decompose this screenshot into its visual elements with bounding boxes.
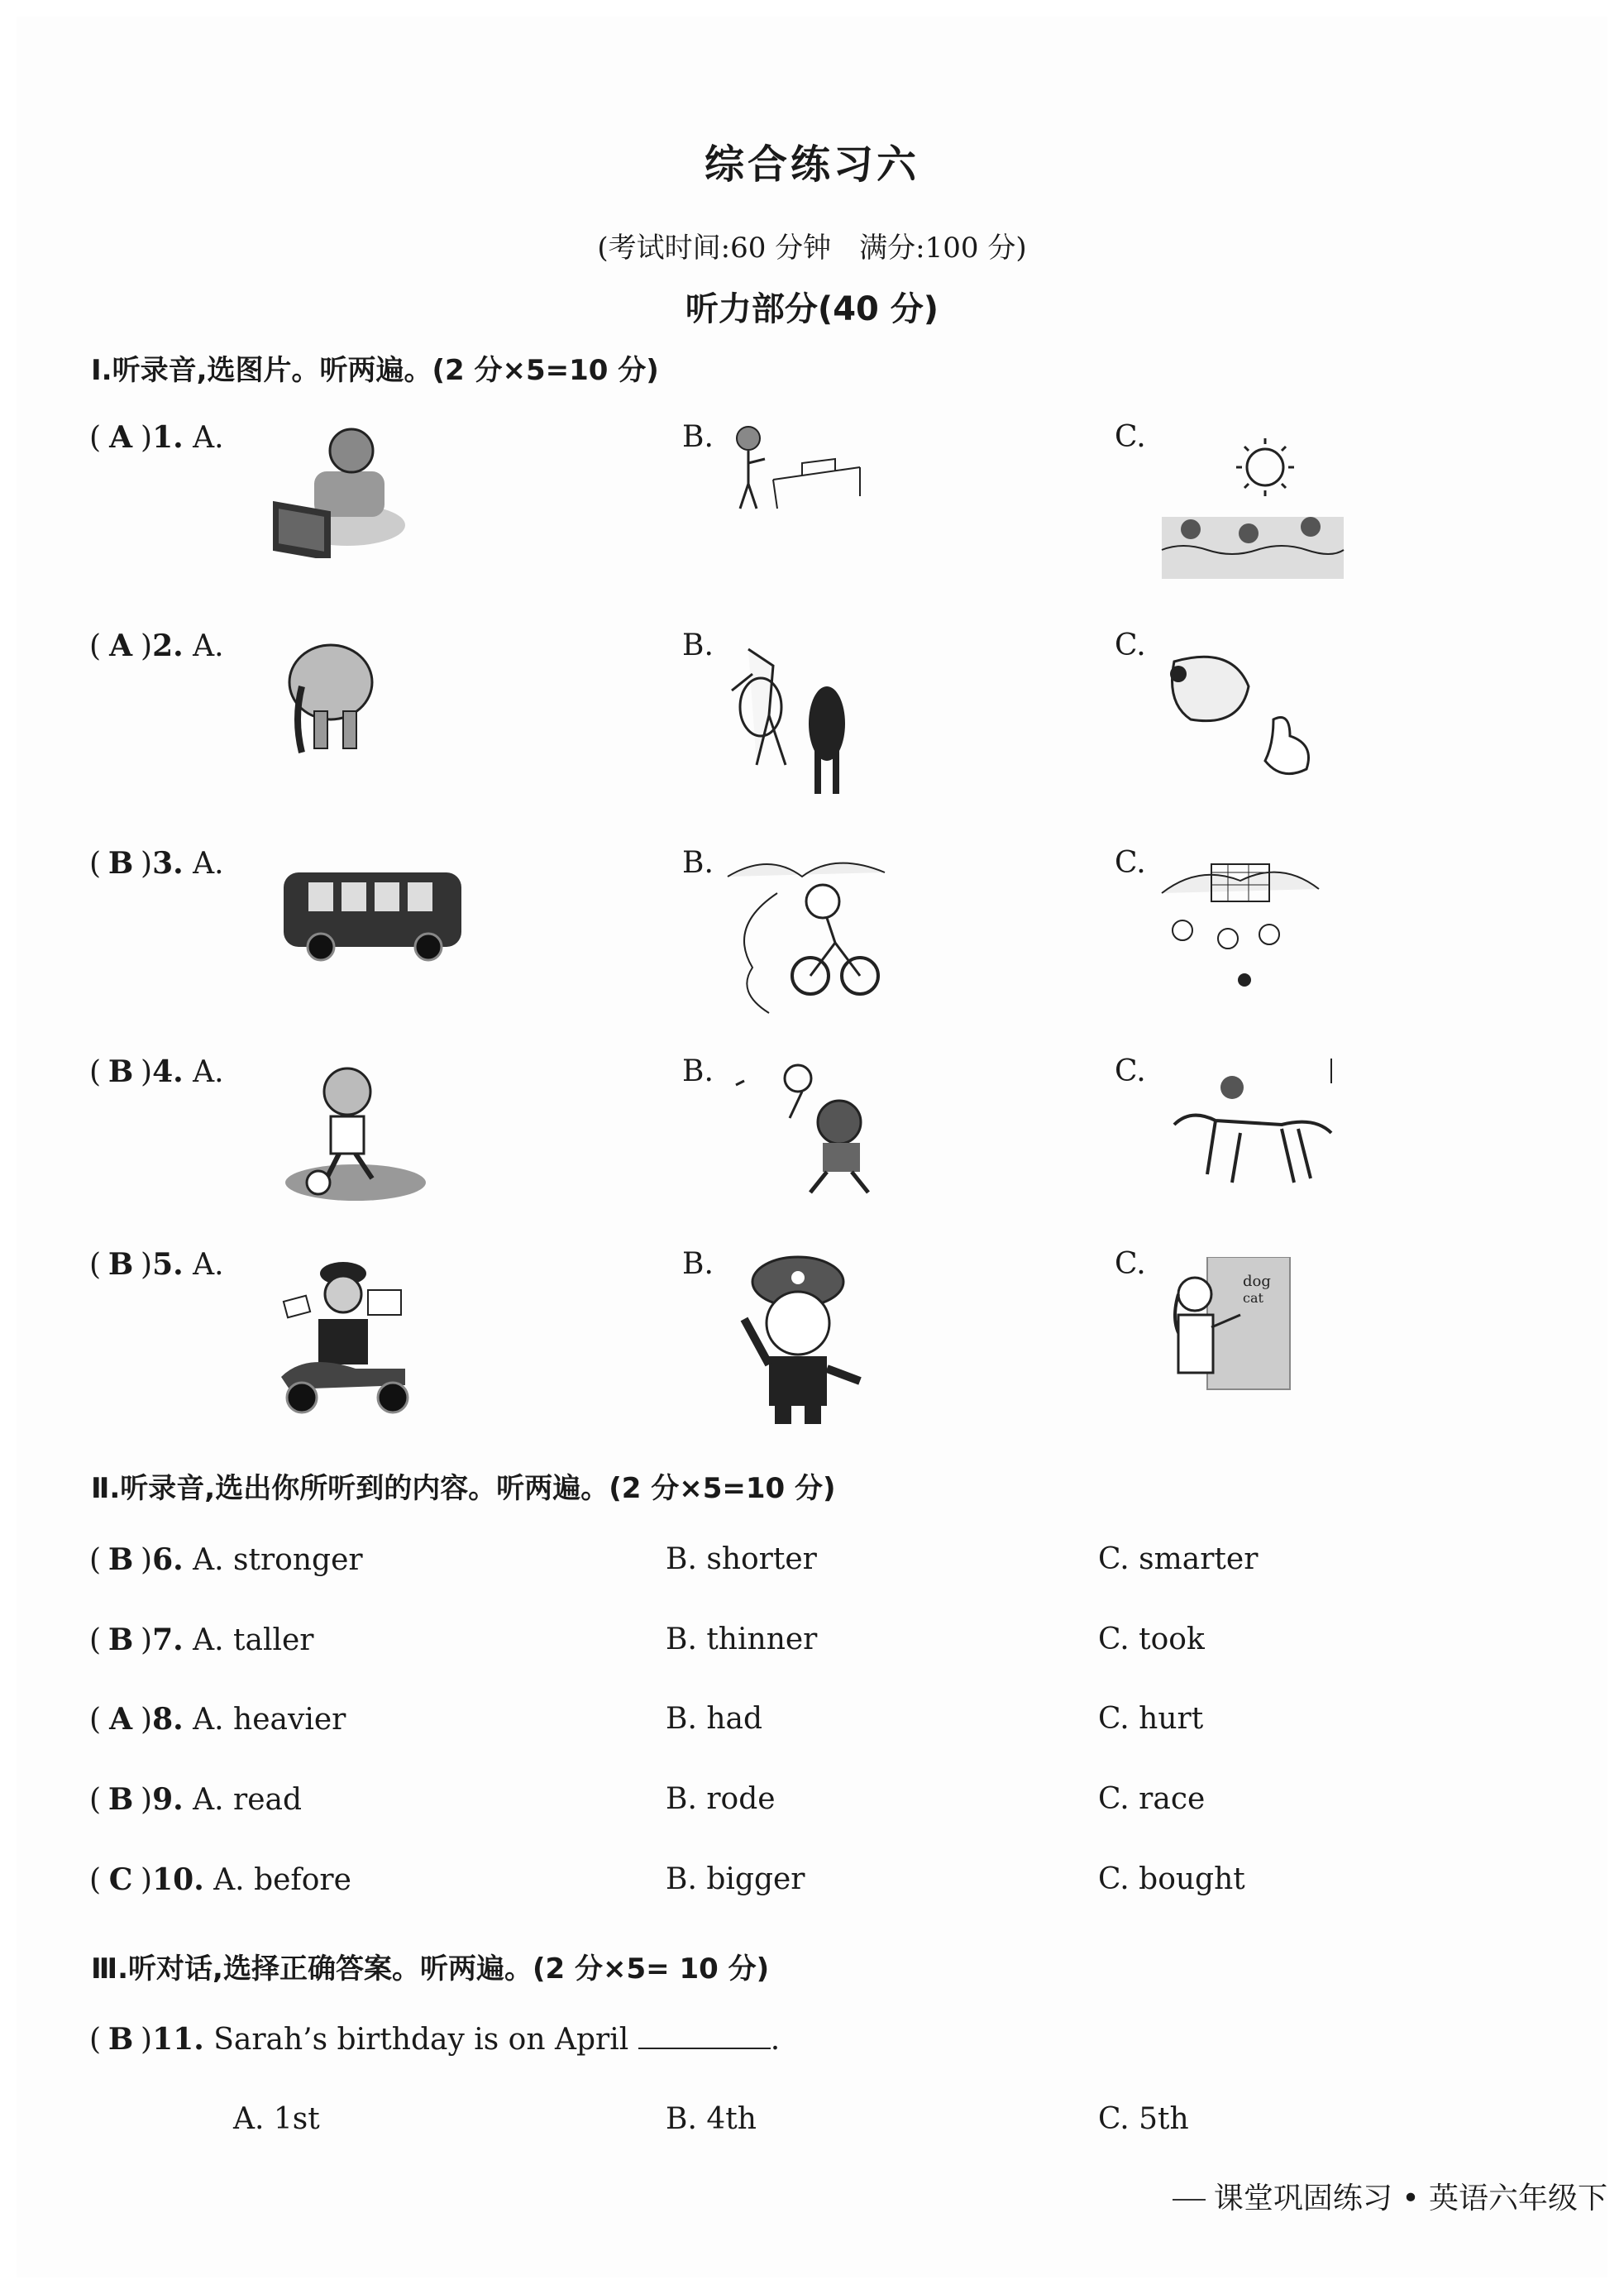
horse-riding-icon (1158, 1059, 1340, 1199)
boy-kicking-ball-icon (277, 1063, 426, 1203)
answer-bracket: ( B )11. Sarah’s birthday is on April . (89, 2022, 781, 2057)
answer-bracket: ( A )1. A. (89, 420, 224, 455)
page-footer: 课堂巩固练习 • 英语六年级下 (1173, 2175, 1607, 2217)
hen-duck-icon (1158, 645, 1323, 794)
option-c-label: C. (1115, 1247, 1146, 1281)
teacher-board-icon (1162, 1257, 1294, 1393)
page-title: 综合练习六 (704, 141, 919, 188)
option-b: B. rode (666, 1782, 776, 1816)
board-word-dog: dog (1243, 1273, 1271, 1290)
answer-bracket: ( B )3. A. (89, 846, 224, 881)
question-stem: Sarah’s birthday is on April (213, 2023, 629, 2057)
option-c-label: C. (1115, 1054, 1146, 1088)
option-c-label: C. (1115, 846, 1146, 880)
answer-bracket: ( A )8. A. heavier (89, 1702, 346, 1737)
option-b: B. thinner (666, 1623, 818, 1656)
answer-bracket: ( B )7. A. taller (89, 1623, 314, 1657)
option-b-label: B. (682, 846, 714, 880)
option-c: C. bought (1098, 1862, 1245, 1896)
option-b: B. shorter (666, 1542, 817, 1576)
girl-cycling-icon (719, 852, 893, 1017)
answer-bracket: ( A )2. A. (89, 628, 224, 663)
bus-icon (279, 864, 470, 963)
option-b-label: B. (682, 628, 714, 662)
exam-page (17, 17, 1607, 2277)
option-a: A. 1st (233, 2102, 320, 2136)
part-title: 听力部分(40 分) (685, 290, 939, 328)
exam-info: (考试时间:60 分钟 满分:100 分) (597, 232, 1027, 265)
swimming-sun-icon (1158, 434, 1348, 583)
answer-bracket: ( B )9. A. read (89, 1782, 303, 1817)
boys-football-icon (1158, 856, 1323, 996)
footer-dash (1173, 2199, 1206, 2201)
answer-bracket: ( C )10. A. before (89, 1862, 351, 1897)
answer-blank (638, 2023, 771, 2049)
option-b: B. had (666, 1702, 763, 1736)
option-c: C. took (1098, 1623, 1205, 1656)
option-b-label: B. (682, 1247, 714, 1281)
option-b-label: B. (682, 420, 714, 454)
option-b: B. 4th (666, 2102, 757, 2136)
answer-bracket: ( B )6. A. stronger (89, 1542, 363, 1577)
answer-bracket: ( B )5. A. (89, 1247, 224, 1282)
option-c: C. race (1098, 1782, 1206, 1816)
policeman-salute-icon (724, 1253, 872, 1427)
option-c: C. hurt (1098, 1702, 1204, 1736)
answer-bracket: ( B )4. A. (89, 1054, 224, 1089)
board-word-cat: cat (1243, 1290, 1263, 1306)
option-c-label: C. (1115, 420, 1146, 454)
option-b-label: B. (682, 1054, 714, 1088)
option-c-label: C. (1115, 628, 1146, 662)
horses-icon (724, 641, 864, 798)
option-c: C. 5th (1098, 2102, 1189, 2136)
boy-badminton-icon (719, 1060, 876, 1201)
elephant-icon (277, 637, 376, 761)
option-c: C. smarter (1098, 1542, 1259, 1576)
option-b: B. bigger (666, 1862, 805, 1896)
boy-watching-tv-icon (269, 418, 409, 558)
boy-table-tennis-icon (728, 418, 868, 517)
postman-scooter-icon (273, 1253, 422, 1418)
section-3-heading: Ⅲ.听对话,选择正确答案。听两遍。(2 分×5= 10 分) (91, 1952, 770, 1986)
section-1-heading: Ⅰ.听录音,选图片。听两遍。(2 分×5=10 分) (91, 354, 659, 387)
section-2-heading: Ⅱ.听录音,选出你所听到的内容。听两遍。(2 分×5=10 分) (91, 1472, 836, 1505)
